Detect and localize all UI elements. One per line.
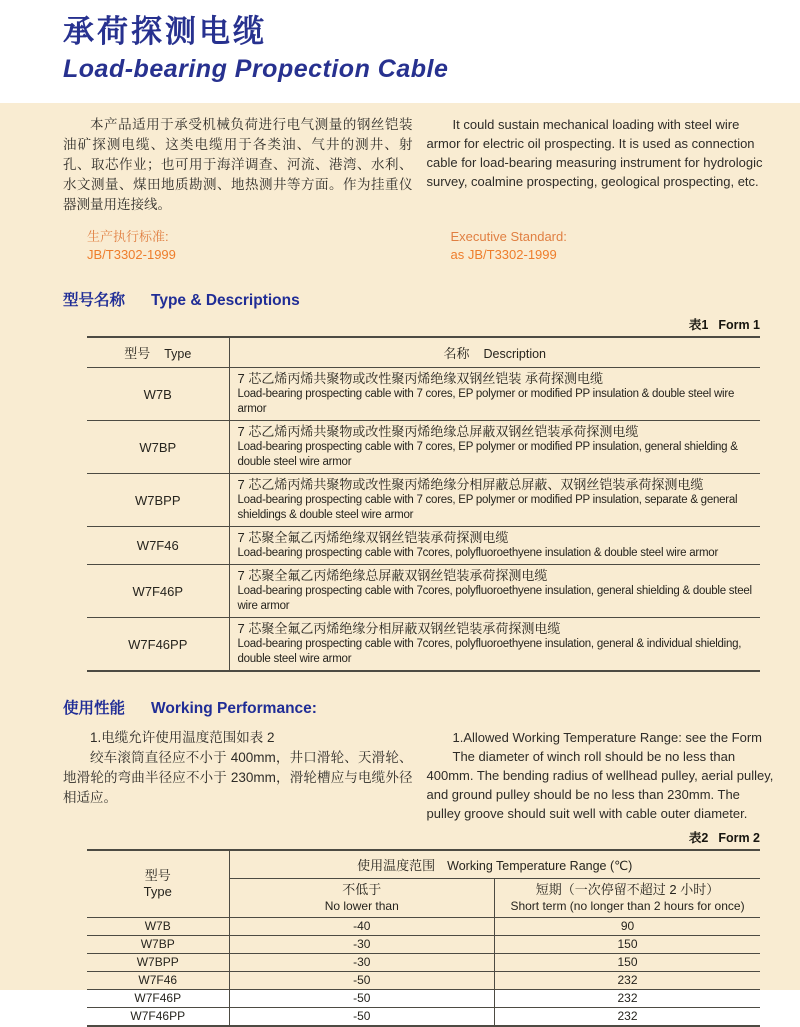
form1-label — [87, 315, 760, 333]
content-area — [0, 103, 800, 1023]
standards-section — [63, 228, 776, 264]
description-header-chinese: 名称 — [443, 346, 470, 361]
description-column-header — [229, 337, 760, 368]
short-term-cell: 150 — [495, 936, 761, 954]
description-chinese: 7 芯聚全氟乙丙烯绝缘总屏蔽双钢丝铠装承荷探测电缆 — [237, 568, 548, 583]
table-row — [87, 421, 760, 474]
intro-column-english — [427, 115, 777, 215]
performance-paragraph-chinese-2: 绞车滚筒直径应不小于 400mm，井口滑轮、天滑轮、地滑轮的弯曲半径应不小于 230mm，滑轮槽应与电缆外径相适应。 — [63, 750, 413, 805]
no-lower-than-cell: -50 — [229, 1008, 495, 1027]
description-cell — [229, 527, 760, 565]
description-header-english: Description — [483, 347, 547, 361]
description-cell — [229, 421, 760, 474]
type-cell: W7F46PP — [87, 618, 229, 672]
table-row — [87, 1008, 760, 1027]
table-row — [87, 527, 760, 565]
short-term-chinese: 短期（一次停留不超过 2 小时） — [535, 882, 720, 897]
short-term-cell: 90 — [495, 918, 761, 936]
description-cell — [229, 474, 760, 527]
table-header-row-1 — [87, 850, 760, 879]
temperature-table-wrap — [87, 828, 760, 1027]
type-cell: W7F46 — [87, 972, 229, 990]
section1-heading-english: Type & Descriptions — [151, 292, 300, 309]
short-term-cell: 232 — [495, 990, 761, 1008]
no-lower-than-chinese: 不低于 — [342, 882, 382, 897]
table-row — [87, 368, 760, 421]
description-english: Load-bearing prospecting cable with 7 cores, EP polymer or modified PP insulation & double steel wire armor — [237, 388, 735, 415]
standard-label-english: Executive Standard: — [450, 229, 567, 244]
short-term-header — [495, 879, 761, 918]
performance-paragraph-english-1: 1.Allowed Working Temperature Range: see the Form — [452, 730, 763, 745]
short-term-cell: 232 — [495, 972, 761, 990]
temperature-range-header — [229, 850, 760, 879]
intro-paragraph-english: It could sustain mechanical loading with steel wire armor for electric oil prospecting. It is used as connection cable for load-bearing measuring instrument for hydrologic survey, coalmine prospecting, geological prospecting, etc. — [426, 117, 763, 189]
table-row — [87, 918, 760, 936]
standard-value-chinese: JB/T3302-1999 — [87, 247, 176, 262]
standard-value-english: as JB/T3302-1999 — [450, 247, 557, 262]
description-chinese: 7 芯乙烯丙烯共聚物或改性聚丙烯绝缘双钢丝铠装 承荷探测电缆 — [237, 371, 603, 386]
form2-label — [87, 828, 760, 846]
type-cell: W7F46P — [87, 990, 229, 1008]
standard-chinese — [63, 228, 413, 264]
type-cell: W7F46PP — [87, 1008, 229, 1027]
type-column-header — [87, 850, 229, 918]
type-cell: W7BP — [87, 421, 229, 474]
description-cell — [229, 618, 760, 672]
description-english: Load-bearing prospecting cable with 7cores, polyfluoroethyene insulation, general & individual shielding, double steel wire armor — [237, 638, 742, 665]
no-lower-than-cell: -30 — [229, 936, 495, 954]
description-cell — [229, 565, 760, 618]
table-row — [87, 936, 760, 954]
table-row — [87, 990, 760, 1008]
type-cell: W7BPP — [87, 954, 229, 972]
performance-paragraph-chinese-1: 1.电缆允许使用温度范围如表 2 — [90, 730, 275, 745]
type-cell: W7B — [87, 918, 229, 936]
type-table-wrap — [87, 315, 760, 672]
type-cell: W7BP — [87, 936, 229, 954]
section1-heading-chinese: 型号名称 — [63, 292, 126, 309]
temperature-range-header-english: Working Temperature Range (℃) — [447, 859, 633, 873]
working-temperature-table — [87, 849, 760, 1027]
form2-label-chinese: 表2 — [688, 831, 709, 845]
description-english: Load-bearing prospecting cable with 7cores, polyfluoroethyene insulation, general shielding & double steel wire armor — [237, 585, 752, 612]
no-lower-than-cell: -50 — [229, 990, 495, 1008]
no-lower-than-cell: -50 — [229, 972, 495, 990]
temperature-range-header-chinese: 使用温度范围 — [357, 858, 436, 873]
standard-english — [427, 228, 777, 264]
description-cell — [229, 368, 760, 421]
table-row — [87, 474, 760, 527]
description-chinese: 7 芯乙烯丙烯共聚物或改性聚丙烯绝缘总屏蔽双钢丝铠装承荷探测电缆 — [237, 424, 639, 439]
short-term-cell: 232 — [495, 1008, 761, 1027]
short-term-english: Short term (no longer than 2 hours for once) — [510, 899, 745, 913]
description-chinese: 7 芯聚全氟乙丙烯绝缘双钢丝铠装承荷探测电缆 — [237, 530, 509, 545]
standard-label-chinese: 生产执行标准: — [87, 229, 169, 244]
type-header-chinese: 型号 — [124, 346, 151, 361]
form2-label-english: Form 2 — [718, 831, 760, 845]
performance-section — [63, 728, 776, 823]
type-cell: W7F46 — [87, 527, 229, 565]
section2-heading-english: Working Performance: — [151, 700, 317, 717]
description-english: Load-bearing prospecting cable with 7cores, polyfluoroethyene insulation & double steel wire armor — [237, 547, 719, 559]
type-header-english: Type — [143, 884, 172, 899]
type-column-header — [87, 337, 229, 368]
performance-column-english — [427, 728, 777, 823]
intro-column-chinese — [63, 115, 413, 215]
type-cell: W7B — [87, 368, 229, 421]
table-row — [87, 972, 760, 990]
table-row — [87, 954, 760, 972]
description-english: Load-bearing prospecting cable with 7 cores, EP polymer or modified PP insulation, general shielding & double steel wire armor — [237, 441, 738, 468]
table-row — [87, 565, 760, 618]
page-title-english: Load-bearing Propection Cable — [63, 55, 449, 83]
section2-heading-chinese: 使用性能 — [63, 700, 126, 717]
type-header-english: Type — [164, 347, 192, 361]
description-chinese: 7 芯聚全氟乙丙烯绝缘分相屏蔽双钢丝铠装承荷探测电缆 — [237, 621, 561, 636]
short-term-cell: 150 — [495, 954, 761, 972]
no-lower-than-cell: -40 — [229, 918, 495, 936]
section-heading-type-descriptions — [63, 288, 776, 310]
type-descriptions-table — [87, 336, 760, 672]
performance-column-chinese — [63, 728, 413, 823]
table-row — [87, 618, 760, 672]
type-header-chinese: 型号 — [144, 868, 171, 883]
type-cell: W7BPP — [87, 474, 229, 527]
no-lower-than-english: No lower than — [324, 899, 399, 913]
performance-paragraph-english-2: The diameter of winch roll should be no less than 400mm. The bending radius of wellhead pulley, aerial pulley, and ground pulley should be no less than 230mm. The pulley groove should suit well with cable outer diameter. — [426, 749, 774, 821]
form1-label-chinese: 表1 — [688, 318, 709, 332]
intro-paragraph-chinese: 本产品适用于承受机械负荷进行电气测量的钢丝铠装油矿探测电缆、这类电缆用于各类油、气井的测井、射孔、取芯作业；也可用于海洋调查、河流、港湾、水利、水文测量、煤田地质勘测、地热测井等方面。作为挂重仪器测量用连接线。 — [63, 117, 413, 212]
no-lower-than-cell: -30 — [229, 954, 495, 972]
page-header — [0, 0, 800, 103]
table-header-row — [87, 337, 760, 368]
page-title-chinese: 承荷探测电缆 — [63, 14, 267, 49]
intro-section — [63, 115, 776, 215]
type-cell: W7F46P — [87, 565, 229, 618]
section-heading-working-performance — [63, 696, 776, 718]
description-english: Load-bearing prospecting cable with 7 cores, EP polymer or modified PP insulation, separate & general shieldings & double steel wire armor — [237, 494, 738, 521]
form1-label-english: Form 1 — [718, 318, 760, 332]
description-chinese: 7 芯乙烯丙烯共聚物或改性聚丙烯绝缘分相屏蔽总屏蔽、双钢丝铠装承荷探测电缆 — [237, 477, 704, 492]
no-lower-than-header — [229, 879, 495, 918]
